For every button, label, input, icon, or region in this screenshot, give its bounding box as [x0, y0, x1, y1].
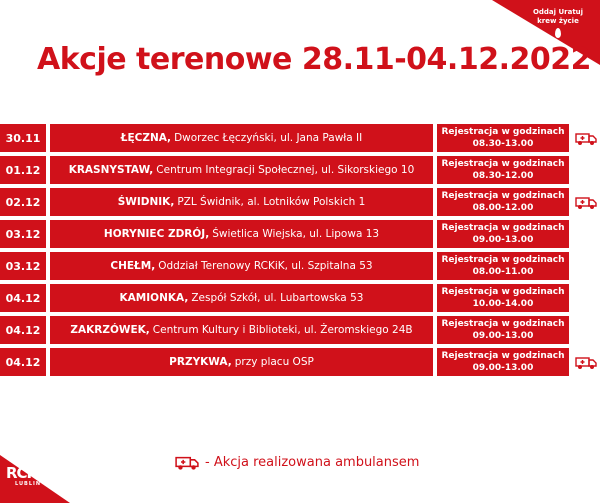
row-detail: Świetlica Wiejska, ul. Lipowa 13	[212, 228, 380, 240]
registration-time: 09.00-13.00	[472, 331, 534, 341]
logo-mark: RCKIK	[6, 464, 53, 482]
row-registration	[437, 348, 569, 376]
legend	[175, 453, 419, 471]
row-date: 02.12	[0, 188, 46, 216]
row-date: 04.12	[0, 316, 46, 344]
row-location	[50, 124, 433, 152]
row-date: 30.11	[0, 124, 46, 152]
row-place: PRZYKWA,	[169, 356, 232, 368]
row-detail: przy placu OSP	[234, 356, 314, 368]
logo-subtitle: LUBLIN	[14, 481, 42, 487]
row-registration	[437, 316, 569, 344]
row-detail: Centrum Kultury i Biblioteki, ul. Żeromskiego 24B	[152, 324, 413, 336]
registration-time: 08.30-13.00	[472, 139, 534, 149]
page-title: Akcje terenowe 28.11-04.12.2022	[37, 42, 591, 77]
registration-time: 08.00-12.00	[472, 203, 534, 213]
registration-label: Rejestracja w godzinach	[441, 351, 565, 361]
registration-label: Rejestracja w godzinach	[441, 223, 565, 233]
row-registration	[437, 220, 569, 248]
registration-label: Rejestracja w godzinach	[441, 319, 565, 329]
registration-label: Rejestracja w godzinach	[441, 191, 565, 201]
registration-time: 09.00-13.00	[472, 235, 534, 245]
registration-label: Rejestracja w godzinach	[441, 255, 565, 265]
row-detail: Centrum Integracji Społecznej, ul. Sikorskiego 10	[156, 164, 415, 176]
registration-time: 09.00-13.00	[472, 363, 534, 373]
row-date: 03.12	[0, 220, 46, 248]
registration-label: Rejestracja w godzinach	[441, 127, 565, 137]
row-location	[50, 252, 433, 280]
row-date: 04.12	[0, 284, 46, 312]
row-location	[50, 156, 433, 184]
row-registration	[437, 156, 569, 184]
ambulance-icon	[575, 354, 597, 370]
row-location	[50, 188, 433, 216]
registration-time: 08.30-12.00	[472, 171, 534, 181]
registration-time: 08.00-11.00	[472, 267, 534, 277]
row-detail: Oddział Terenowy RCKiK, ul. Szpitalna 53	[158, 260, 373, 272]
row-location	[50, 284, 433, 312]
blood-drop-icon	[555, 28, 561, 38]
row-place: ŁĘCZNA,	[120, 132, 172, 144]
row-detail: Zespół Szkół, ul. Lubartowska 53	[191, 292, 364, 304]
row-place: KRASNYSTAW,	[68, 164, 154, 176]
row-registration	[437, 188, 569, 216]
brand-line-1: Oddaj Uratuj	[532, 8, 584, 16]
rckik-logo	[6, 464, 53, 499]
row-date: 03.12	[0, 252, 46, 280]
row-place: HORYNIEC ZDRÓJ,	[103, 228, 210, 240]
registration-label: Rejestracja w godzinach	[441, 287, 565, 297]
row-registration	[437, 124, 569, 152]
row-location	[50, 220, 433, 248]
brand-line-2: krew życie	[537, 17, 579, 25]
row-date: 01.12	[0, 156, 46, 184]
registration-label: Rejestracja w godzinach	[441, 159, 565, 169]
row-place: ZAKRZÓWEK,	[70, 324, 150, 336]
row-place: ŚWIDNIK,	[117, 196, 175, 208]
ambulance-icon	[575, 130, 597, 146]
row-detail: Dworzec Łęczyński, ul. Jana Pawła II	[174, 132, 363, 144]
ambulance-icon	[575, 194, 597, 210]
row-registration	[437, 284, 569, 312]
ambulance-icon	[175, 453, 199, 471]
row-place: KAMIONKA,	[119, 292, 189, 304]
row-location	[50, 348, 433, 376]
row-location	[50, 316, 433, 344]
row-date: 04.12	[0, 348, 46, 376]
row-detail: PZL Świdnik, al. Lotników Polskich 1	[177, 196, 366, 208]
row-place: CHEŁM,	[110, 260, 156, 272]
row-registration	[437, 252, 569, 280]
registration-time: 10.00-14.00	[472, 299, 534, 309]
legend-text: - Akcja realizowana ambulansem	[205, 454, 420, 470]
